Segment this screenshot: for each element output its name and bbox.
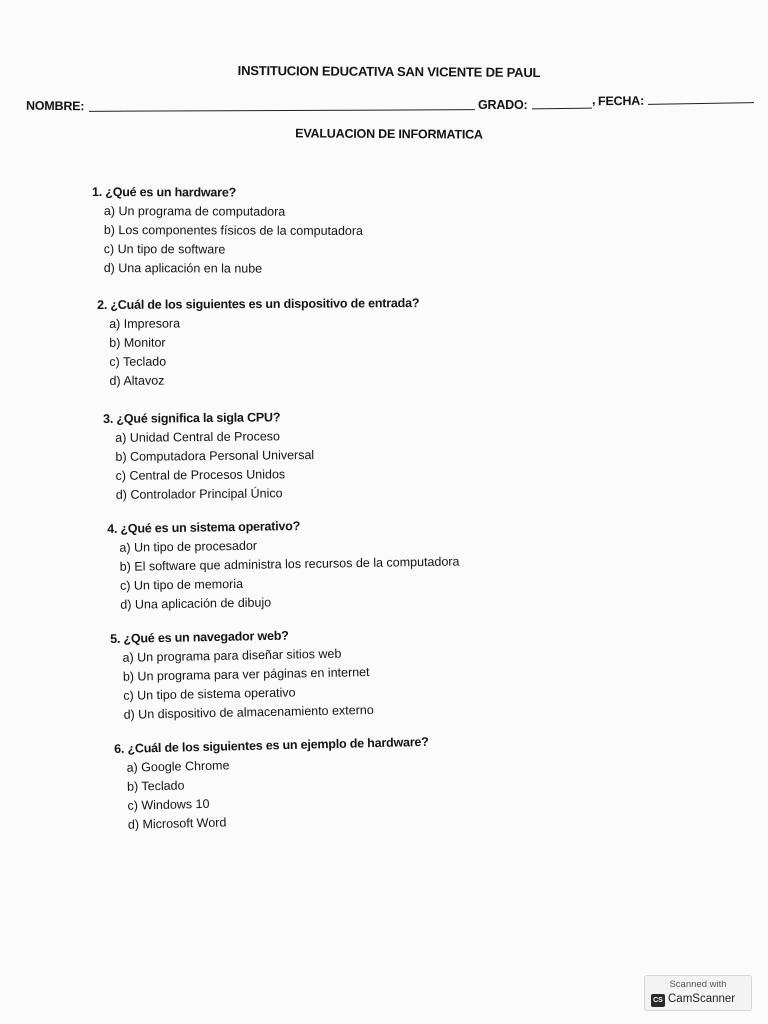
options-list <box>126 752 430 835</box>
option-c: c) Un tipo de software <box>103 242 226 257</box>
question-3 <box>103 408 315 505</box>
date-blank-line[interactable] <box>648 102 754 105</box>
question-6 <box>114 733 431 835</box>
option-d: d) Una aplicación en la nube <box>103 261 263 276</box>
option-b: b) Los componentes físicos de la computadora <box>103 223 364 238</box>
name-label: NOMBRE: <box>25 98 85 114</box>
comma-separator: , <box>592 93 596 107</box>
question-4 <box>107 514 460 615</box>
question-text: 6. ¿Cuál de los siguientes es un ejemplo de hardware? <box>114 734 429 756</box>
options-list <box>115 427 314 505</box>
option-d: d) Un dispositivo de almacenamiento externo <box>123 702 374 722</box>
option-c: c) Un tipo de sistema operativo <box>123 685 296 703</box>
option-d: d) Altavoz <box>109 373 165 388</box>
question-5 <box>110 625 374 725</box>
options-list <box>104 202 363 279</box>
option-d: d) Controlador Principal Único <box>115 486 283 502</box>
question-text: 5. ¿Qué es un navegador web? <box>110 628 289 646</box>
options-list <box>122 644 374 725</box>
question-text: 4. ¿Qué es un sistema operativo? <box>107 518 301 536</box>
option-b: b) Monitor <box>109 335 166 350</box>
option-b: b) Teclado <box>126 778 185 794</box>
option-d: d) Una aplicación de dibujo <box>120 595 272 612</box>
option-b: b) Un programa para ver páginas en internet <box>122 665 370 684</box>
exam-title: EVALUACION DE INFORMATICA <box>295 126 483 142</box>
grade-label: GRADO: <box>478 98 528 112</box>
option-c: c) Teclado <box>109 354 167 369</box>
options-list <box>119 533 460 614</box>
option-b: b) Computadora Personal Universal <box>115 447 315 464</box>
option-d: d) Microsoft Word <box>127 815 227 832</box>
option-a: a) Un programa para diseñar sitios web <box>122 646 342 665</box>
camscanner-watermark <box>644 975 752 1011</box>
option-a: a) Impresora <box>109 316 181 331</box>
option-c: c) Un tipo de memoria <box>119 576 244 593</box>
scanned-with-label: Scanned with <box>669 979 727 990</box>
options-list <box>109 313 420 391</box>
question-text: 2. ¿Cuál de los siguientes es un dispositivo de entrada? <box>97 296 420 312</box>
question-text: 3. ¿Qué significa la sigla CPU? <box>103 410 281 426</box>
question-2 <box>97 294 420 391</box>
name-blank-line[interactable] <box>89 109 475 112</box>
question-text: 1. ¿Qué es un hardware? <box>91 184 237 200</box>
student-info-row <box>0 0 768 130</box>
school-title: INSTITUCION EDUCATIVA SAN VICENTE DE PAUL <box>237 62 541 81</box>
camscanner-brand: CamScanner <box>668 993 736 1005</box>
option-a: a) Un programa de computadora <box>103 204 286 219</box>
grade-blank-line[interactable] <box>532 108 592 110</box>
option-c: c) Windows 10 <box>127 796 210 813</box>
option-a: a) Unidad Central de Proceso <box>115 429 281 445</box>
question-1 <box>92 183 364 279</box>
option-a: a) Google Chrome <box>126 758 230 775</box>
option-a: a) Un tipo de procesador <box>119 538 258 555</box>
option-b: b) El software que administra los recursos de la computadora <box>119 554 460 574</box>
option-c: c) Central de Procesos Unidos <box>115 467 286 483</box>
camscanner-logo-icon: CS <box>651 994 665 1007</box>
date-label: FECHA: <box>597 93 645 109</box>
